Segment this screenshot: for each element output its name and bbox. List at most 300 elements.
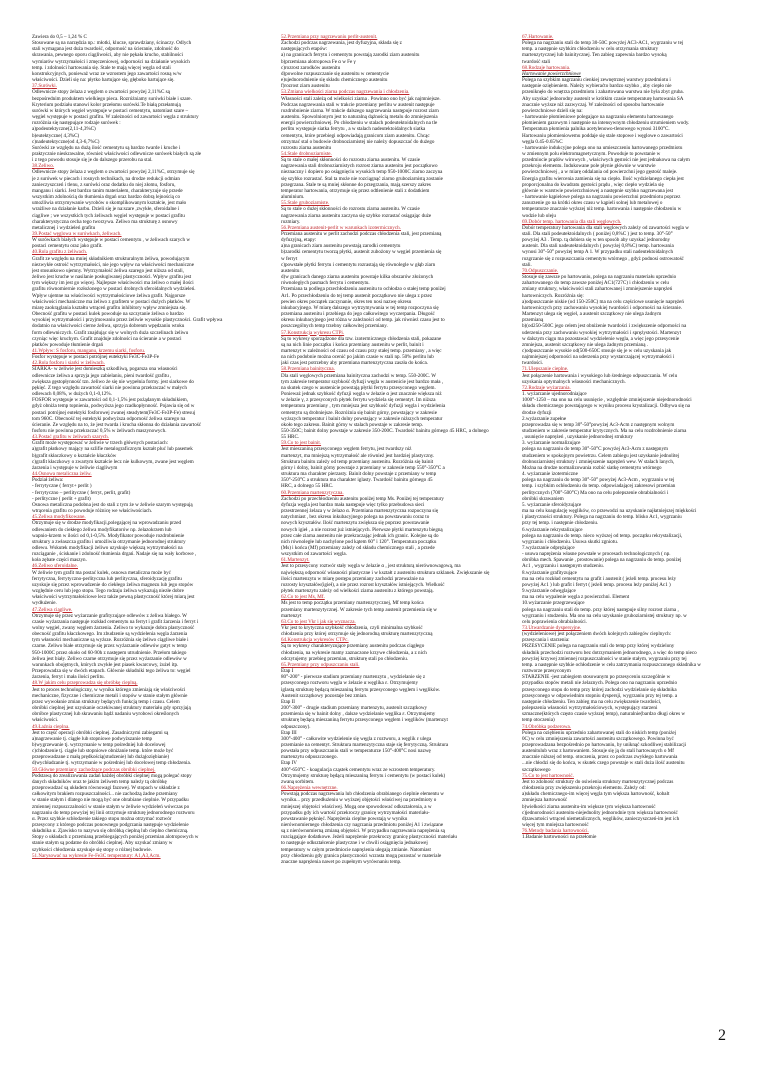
- text-line: Zachodzi po przechłodzeniu austenitu poniżej temp Ms. Poniżej tej temperatury: [281, 495, 444, 502]
- text-line: na nich podobnie można ocenić po jakim czasie w stali np. 50% perlitu lub: [281, 354, 434, 361]
- text-line: obróbka mech. Spawanie , prostowanie) polega na nagrzaniu do temp. poniżej: [522, 557, 682, 564]
- text-line: postaci potrójnej eutektyki fosforowej zwanej steadytem(Fe3C-Fe3P-Fe) stresuj: [32, 409, 196, 416]
- text-line: przemiany martenzytycznej. W zakresie tych temp austenit przemienia się w: [281, 606, 437, 613]
- section-heading: 40.Rola grafitu z żeliwach.: [32, 249, 88, 256]
- text-line: 8.wyżarzanie grafityzujące: [522, 569, 577, 576]
- text-line: Temperatura płomienia palnika acetylenowo-tlenowego wynosi 3100°C.: [522, 126, 670, 133]
- text-line: d)wychładzanie tj. wytrzymanie w pośredniej lub docelowej temp chłodzenia.: [32, 760, 191, 767]
- text-line: nagrzewania ziarna austenitu zaczyna się szybko rozrastać osiągając duże: [281, 212, 432, 219]
- text-line: wapnio-krzem w ilości od 0,1-0,5%. Modyfikator powoduje rozdrobnienie: [32, 532, 185, 539]
- text-line: wygrzaniu i chłodzeniu. Usuwa skutki zgniotu.: [522, 538, 619, 545]
- text-line: Aby uzyskać jednorodny austenit w krótkim czasie temperaturę hartowania SA: [522, 95, 684, 102]
- text-line: stali.: [522, 261, 532, 268]
- text-line: Energia grafitu wiercenia zamienia się na ciepło. Ilość wydzielanego ciepła jest: [522, 175, 684, 182]
- text-line: martenzytycznej lub bainitycznej. Ten zabieg zapewnia bardzo wysoką: [522, 52, 667, 59]
- text-line: odpuszczony).: [281, 723, 311, 730]
- text-line: 6.wyżarzanie rekrystalizujące: [522, 526, 583, 533]
- text-line: koła zębate części maszyn.: [32, 557, 87, 564]
- text-line: b)zarodki cementytu tworzą płytki, austenit zubożony w węgiel przemienia się: [281, 249, 442, 256]
- text-line: hartowniczych przy zachowaniu wysokiej twardości i odporności na ścieranie.: [522, 304, 682, 311]
- section-heading: 54.Stale drobnoziarniste.: [281, 150, 332, 157]
- text-line: zanieczyszczeń i tlenu, z surówki oraz dodatku do niej złomu, fosforu,: [32, 181, 176, 188]
- text-line: rozróżnia się następujące rodzaje surówek :: [32, 120, 121, 127]
- text-line: roztworze przesyconym: [522, 668, 571, 675]
- text-line: Etap II: [281, 698, 296, 705]
- text-line: umożliwia otrzymywanie wyrobów o skomplikowanym kształcie, jest mało: [32, 200, 187, 207]
- text-line: pewien okres początek zaczynanie, okres ten nosi nazwę okresu: [281, 298, 412, 305]
- section-heading: 42.Rola fosforu i siarki w żeliwach.: [32, 360, 105, 367]
- section-heading: 71.Ulepszanie cieplne.: [522, 366, 569, 373]
- text-line: Polega na oziębieniu uprzednio zahartowanej stali do niskich temp (poniżej: [522, 729, 677, 736]
- text-line: bezpośrednim produktem wielkiego pieca. Rozróżniamy surówki białe i szare.: [32, 95, 192, 102]
- text-line: to następuje odkształcenie plastyczne i w chwili osiągnięcia jednakowej: [281, 840, 428, 847]
- text-line: się szybko rozrastać. Stal ta może nie rozciągnąć ziarno gruboziarnistą zostanie: [281, 175, 443, 182]
- text-line: Podział żeliwa:: [32, 477, 64, 484]
- text-line: iglastą strukturę będącą mieszaniną ferrytu przesyconego węglem i węglików.: [281, 686, 441, 693]
- text-line: Są to wykresy charakteryzujące przemiany austenitu podczas ciągłego: [281, 643, 425, 650]
- text-line: są z nierównomierną zmianą objętości. W przypadku nagrzewania naprężenia są: [281, 828, 445, 835]
- text-line: 9.wyżarzanie odwęglające: [522, 588, 576, 595]
- text-line: 2.wyżarzanie zupełne: [522, 415, 567, 422]
- section-heading: 65.Przemiany przy odpuszczaniu stali.: [281, 661, 360, 668]
- text-line: składnika α. Zjawisko to nazywa się obróbką cieplną lub cieplno chemiczną.: [32, 828, 189, 835]
- text-line: przeprowadza się w temp 30°-50°powyżej Ac3-Acm z następnym wolnym: [522, 421, 675, 428]
- text-line: obróbki skrawaniem: [522, 495, 564, 502]
- text-line: przypadku gdy ich wartość przekroczy granicę wytrzymałości materiału-: [281, 809, 430, 816]
- text-line: 350°-250°C a struktura ma charakter iglasty. Twardość bainitu górnego 45: [281, 477, 433, 484]
- text-line: Przeprowadza się w dwóch etapach. Głównie składniki tego żeliwa to: węgiel: [32, 668, 191, 675]
- text-line: c)rozrost zarodków austenitu: [281, 64, 341, 71]
- text-line: Stosowane są na narzędzia np.: młotki, klucze, sprawdziany, ścinaczy. Odlych: [32, 40, 192, 47]
- text-line: przeprowadzać są układem równowagi fazowej. W stopach w układzie z: [32, 785, 180, 792]
- text-line: przemiana austenitu i przebiega do jego całkowitego wyczerpania. Długość: [281, 311, 435, 318]
- text-line: chłodzenia, na wykresie mamy zaznaczone krzywe chłodzenia, a z nich: [281, 649, 427, 656]
- section-heading: 66.Naprężenia wewnętrzne.: [281, 785, 338, 792]
- text-line: surówki w których węgiel występuje w postaci cementytu, natomiast szare –: [32, 107, 189, 114]
- text-line: warunkach obojętnych, których zwykłe jest piasek kwarcowy, żużel itp.: [32, 661, 179, 668]
- text-line: stanie stałym są podatne do obróbki cieplnej. Aby uzyskać zmiany w: [32, 840, 173, 847]
- text-line: Otrzymuje się przez wyżarzanie grafityzujące odlewów z żeliwa białego. W: [32, 612, 187, 619]
- text-line: cementytu, które przebiegi odpowiadają granicom ziarn austenitu. Chcąc: [281, 132, 430, 139]
- text-line: Polega na nagrzaniu stali do temp 30-50C powyżej AC3-AC1, wygrzaniu w tej: [522, 40, 684, 47]
- text-line: odlewaniem do ciekłego żeliwa modyfikatorów np. żelazokrzem lub: [32, 526, 172, 533]
- text-line: rozrostu ziarna austenitu: [281, 144, 332, 151]
- section-heading: 58.Przemiana bainityczna.: [281, 366, 335, 373]
- text-line: całkowitym brakiem rozpuszczalności... nie zachodzą żadne przemiany: [32, 791, 178, 798]
- text-line: przemianą: [522, 317, 544, 324]
- text-line: przesyconego roztworu węgla w żelazie α węglika ε. Otrzymujemy: [281, 680, 419, 687]
- text-line: właściwości.: [32, 717, 59, 724]
- text-line: Jest to proces technologiczny, w wyniku którego zmieniają się właściwości: [32, 686, 186, 693]
- text-line: b)wielkości ziarna austenitu-im większe tym większa hartowność: [522, 803, 656, 810]
- section-heading: 51.Narysować na wykresie Fe-Fe3C temperatury: A1,A3,Acm.: [32, 852, 161, 859]
- text-line: natychmiast , bez okresu inkubacyjnego polega na powstawaniu coraz to: [281, 514, 430, 521]
- text-line: temp. i szybkim ochłodzeniu do temp. odpowiadającej zakresowi przemian: [522, 483, 676, 490]
- text-line: Struktura bainitu zależy od temp przemiany austenitu. Rozróżnia się bainit: [281, 458, 434, 465]
- text-line: najmniejszej odporności na uderzenia przy wystarczającej wytrzymałości i: [522, 354, 675, 361]
- text-line: Można na drodze normalizowania rozbić siatkę cementytu wtórnego: [522, 464, 662, 471]
- text-line: Zawiera do 0,5 – 1,24 % C: [32, 34, 87, 40]
- text-line: szczątkowego: [522, 766, 551, 773]
- text-line: a)odpuszczanie niskie (od 150-250C) ma na celu częściowe usunięcie naprężeń: [522, 298, 684, 305]
- text-line: d)w granicach danego ziarna austenitu powstaje kilka obszarów złożonych: [281, 274, 434, 281]
- text-line: Kryterium podziału stanowi kolor przełomu surówki.Te białą przełamują: [32, 101, 181, 108]
- section-heading: 37.Surówki.: [32, 83, 57, 90]
- text-line: Austenit szczątkowy pozostaje bez zmian.: [281, 692, 368, 699]
- text-line: poszczególnych temp trzebny całkowitej przemiany.: [281, 323, 388, 330]
- text-line: temp. i zdolności hartowania się. Stale te mają więcej węgla od stali: [32, 64, 171, 71]
- text-line: f)rozrost ziarn austenitu: [281, 83, 330, 90]
- text-line: studzeniem w spokojnym powietrzu. Celem zabiegu jest uzyskanie jednolitej: [522, 452, 680, 459]
- text-line: postaci cementytu oraz jako grafit.: [32, 243, 103, 250]
- text-line: Są to stale o dużej skłonności do rozrostu ziarna austenitu. W czasie: [281, 206, 420, 213]
- text-line: Ponieważ jednak szybkość dyfuzji węgla w żelazie α jest znacznie większa niż: [281, 391, 442, 398]
- text-line: nowych igieł , a nie rozrost już istniejących. Pierwsze płytki martenzytu biegną: [281, 526, 443, 533]
- section-heading: 41.Wpływ: S fosforu, manganu, krzemu siarki, fosforu.: [32, 347, 146, 354]
- text-line: a) na granicach ferrytu i cementytu powstają zarodki ziarn austenitu: [281, 52, 420, 59]
- text-line: węgiel występuje w postaci grafitu. W zależności od zawartości węgla z struktury: [32, 114, 199, 121]
- text-line: Otrzymujemy strukturę będącą mieszaniną ferrytu i cementytu (w postaci kulek): [281, 772, 446, 779]
- section-heading: 39.Postać węglowa w surówkach, żeliwach.: [32, 231, 122, 237]
- text-line: Stopy o układach z przemianą przebiegających poniżej przemian alotropowych w: [32, 834, 199, 841]
- text-line: Etap IV: [281, 760, 297, 767]
- text-line: szmaczne(których często czasie wyższej temp), naturalnie(bardzo długi okres w: [522, 711, 686, 718]
- text-line: niezwykłe ostrość wytrzymałości, nie jego wpływ na właściwości mechaniczne: [32, 261, 194, 268]
- text-line: c)odpuszczanie wysokie od(500-650C stosuje się je w celu uzyskania jak: [522, 347, 672, 354]
- text-line: ścieranie. Ze względu na to, że jest twarda i krucha skłonna do działania zawartość: [32, 421, 202, 428]
- text-line: przy tej temp. i następnie chłodzeniu.: [522, 520, 599, 527]
- text-line: SIARKA- w żeliwie jest domieszką szkodliwą, pogarsza ona własności: [32, 366, 178, 373]
- text-line: w stanie stałym i dlatego nie mogą być one obrabiane cieplnie. W przypadku: [32, 797, 189, 804]
- text-line: (wydzieleniowe) jest połączeniem dwóch kolejnych zabiegów cieplnych:: [522, 631, 672, 638]
- text-line: znacznie wyższe niż zazwyczaj. W zależności od sposobu hartowanie: [522, 101, 664, 108]
- text-line: wyniku... przy przedłużeniu w wyższej objętości właściwej na przedmioty o: [281, 797, 437, 804]
- text-line: form odlewniczych. Grafit znajdując się w wolnych duża szczelinach żeliwu: [32, 329, 189, 336]
- text-line: przemienia się w bainit dolny , dalsze wydzielanie węglika ε. Otrzymujemy: [281, 711, 436, 718]
- text-line: c)nadeutektyczne(od 4,3-6,7%C): [32, 138, 100, 145]
- text-line: c)grafit kłaczkowy o zwartym kształcie lecz nie kulkowym, zwane jest węglem: [32, 458, 194, 465]
- text-line: perlitycznych (700°-500°C) Ma ono na celu polepszenie obrabialności i: [522, 489, 669, 496]
- text-line: nagrzaniu do temp powyżej tej linii otrzymuje strukturę jednorodnego roztworu: [32, 809, 195, 816]
- text-line: odlewach 0,08%, w dużych 0,1-0,12%.: [32, 391, 112, 398]
- section-heading: 57.Konstrukcja wykresu CTPi.: [281, 329, 345, 336]
- section-heading: 62.Co to jest Ms, Mf.: [281, 594, 325, 601]
- text-line: austenitu: [281, 267, 300, 274]
- text-line: hartowniczych. Rozróżnia się:: [522, 292, 584, 299]
- text-line: a)grafit płatkowy mający na szlifie metalograficznym kształt pluć lub pasemek: [32, 446, 193, 453]
- text-line: w dalszym ciągu ma pozostawać wydzielenie węgla, a więc jego przesycenie: [522, 335, 680, 342]
- text-line: charakterystyczna cecha tego tworzywa. Żeliwo ma strukturę z osnowy: [32, 218, 178, 225]
- text-line: przesycania i starzenia:: [522, 637, 570, 644]
- text-column-left: [32, 34, 266, 1044]
- text-line: Grafit ze względu na mniej składnikiem strukturalnym żeliwa, powodującym: [32, 255, 190, 262]
- text-line: ciągliwe ; we wszystkich tych żeliwach węgiel występuje w postaci grafitu: [32, 212, 185, 219]
- text-line: a)na granicach ziarn austenitu powstają zarodki cementytu: [281, 243, 401, 250]
- text-line: stali. Dla stali podeutektoidalnych ( poniżej 0,8%C ) jest to temp. 30°-50°: [522, 231, 673, 237]
- text-line: manganu i siarki. Jest bardzo tanim materiałem, charakteryzuje się przede: [32, 187, 183, 194]
- text-line: Jest to przesycony roztwór stały węgla w żelazie α , jest strukturą nierównowagową, ma: [281, 563, 461, 570]
- text-column-right: [522, 34, 744, 1044]
- text-line: Podstawą do zrealizowania zadań każdej obróbki cieplnej mogą polegać stopy: [32, 772, 192, 779]
- text-line: czasie wyżarzania następuje rozkład cementytu na ferryt i grafit żarzenia i ferryt i: [32, 618, 199, 625]
- text-line: W żeliwie tym grafit ma postać kulek, osnowa metaliczna może być: [32, 569, 171, 576]
- text-line: składnik przechodzi roztworu bez dotrzymaniem jednorodnego, a więc do temp nieco: [522, 649, 697, 656]
- text-line: płatków powoduje tłumienie drgań: [32, 341, 104, 348]
- text-line: polega na nagrzaniu do temp. nieco wyższej od temp. początku rekrystalizacji,: [522, 532, 683, 539]
- section-heading: 68.Rodzaje hartowania.: [522, 64, 571, 71]
- text-line: uzyskuje się przez wprowadzenie do ciekłego żeliwa magnezu lub jego stopów: [32, 581, 194, 588]
- text-line: powierzchniowej , a w miarę oddalania od powierzchni jego gęstość maleje.: [522, 169, 678, 176]
- text-line: znacznie niższej od temp. otoczenia, przez co podczas zwykłego hartowania: [522, 754, 678, 761]
- text-line: i plastyczności struktury. Polega na nagrzaniu do temp. blisko Ac1, wygrzaniu: [522, 514, 682, 521]
- text-line: W surówkach białych występuje w postaci cementytu , w żeliwach szarych w: [32, 237, 191, 244]
- section-heading: 73.Utwardzanie dyspersyjne.: [522, 625, 582, 631]
- text-line: austenitulub wraz z hartowaniem. Stosuje się ją do stali hartowanych o Mf: [522, 748, 674, 755]
- text-line: fosforu nie powinna przekraczać 0,5% w żeliwach maszynowych.: [32, 428, 167, 434]
- section-heading: 61.Martenzyt.: [281, 557, 310, 564]
- text-line: a)podeutektyczne(2,11-4,3%C): [32, 126, 96, 133]
- text-line: 55 HRC.: [281, 434, 300, 441]
- text-line: Otrzymuje się w drodze modyfikacji,polegającej na wprowadzaniu przed: [32, 520, 182, 527]
- section-heading: 48.W jakim celu przeprowadza się obróbkę cieplną.: [32, 680, 138, 687]
- text-line: temp otoczenia): [522, 717, 555, 724]
- text-line: konstrukcyjnych, ponieważ wraz ze wzrostem jego zawartości rosną w/w: [32, 70, 182, 77]
- text-line: d)powolne rozpuszczanie się austenitu w cementycie: [281, 70, 389, 77]
- text-line: 10.wyżarzanie przegrzewające: [522, 600, 585, 607]
- section-heading: 47.Żeliwa ciągliwe.: [32, 606, 73, 613]
- text-line: przypadku stopów metali nie żelaznych. Polega ono na nagrzaniu uprzednio: [522, 680, 678, 687]
- text-line: - hartowanie indukcyjne polega ono na umieszczeniu hartowanego przedmiotu: [522, 144, 683, 151]
- text-line: Dla stali węglowych przemiana bainityczna zachodzi w temp. 550-200C. W: [281, 372, 437, 379]
- text-line: ma na celu koagulację węglików, co przewodzi na uzyskanie najłatniejszej miękkości: [522, 508, 697, 515]
- text-line: właściwości. Dzieli się na: płytko hartujące się, głęboko hartujące się.: [32, 77, 175, 84]
- text-line: powyżej Ac1 ) lub grafit i ferryt ( jeżeli temp. procesu leży poniżej Ac1 ): [522, 581, 671, 588]
- text-line: obróbki cieplnej jest uzyskanie oczekiwanej struktury materiału gdy sprzyjają: [32, 705, 191, 712]
- text-line: przesyconego stopu do temp przy której zachodzi wydzielanie się składnika: [522, 686, 677, 693]
- text-line: odczytujemy przebieg przemian, strukturę stali po chłodzeniu.: [281, 655, 409, 662]
- text-line: więcej tym mniejsza hartowność: [522, 822, 589, 828]
- text-line: 80°-200° - pierwsze stadium przemiany martenzytu , wydzielanie się z: [281, 674, 426, 681]
- text-line: tom 960C. Obecność tej eutektyki podwyższa odporność żeliwa szarego na: [32, 415, 186, 422]
- text-line: polepszenia własności wytrzymałościowych, występujący starzeni: [522, 705, 658, 712]
- text-line: b)wygrzewanie tj. wytrzymanie w temp pośredniej lub docelowej: [32, 741, 166, 748]
- text-line: dyfuzja węgla jest bardzo mała następuje więc tylko przebudowa sieci: [281, 501, 425, 508]
- text-line: są na nich linie początku i końca przemiany austenitu w perlit, bainit i: [281, 341, 424, 348]
- text-line: Etap I: [281, 668, 294, 675]
- section-heading: 74.Obróbka podzerowa.: [522, 723, 572, 730]
- text-line: uderzenia przy zachowaniu wysokiej wytrzymałości i sprężystości. Martenzyt: [522, 329, 681, 336]
- text-line: grafitu równomiernie rozłożonego w postaci drobnych sferoidalnych wydzieleń.: [32, 286, 196, 293]
- section-heading: 52.Przemiana przy nagrzewaniu perlit-austenit.: [281, 34, 378, 40]
- text-line: zwaną sorbitem.: [281, 778, 315, 785]
- section-heading: 75.Co to jest hartowność.: [522, 772, 574, 779]
- text-line: a)nagrzewanie tj. ciągłe lub stopniowe podwyższanie temp: [32, 735, 153, 742]
- text-line: żeliwa jest biały. Żeliwo czarne otrzymuje się przez wyżarzanie odlewów w: [32, 655, 187, 662]
- text-line: największą odporność własności plastyczne i w kształt z austenitu struktura szklanek. Zwiększanie się: [281, 569, 490, 576]
- text-line: w zmiennym polu elektromagnetycznym. Powoduje to powstanie w: [522, 150, 661, 157]
- text-line: znaczne naprężenia nawet po zupełnym wyrównaniu temp.: [281, 858, 402, 865]
- text-line: 1000°-1250 – ma ono na celu usunięcie , względnie zmniejszenie niejednorodności: [522, 397, 692, 404]
- text-line: mechaniczne, fizyczne i chemiczne metali i stopów w stanie stałym głównie: [32, 692, 188, 699]
- text-line: Ms jest to temp początku przemiany martenzytycznej, Mf temp końca: [281, 600, 424, 607]
- text-line: b)grafit skłaczkowy o kształcie kłaczków: [32, 452, 117, 459]
- text-line: c)powstałe płytki ferrytu i cementytu rozrastają się równolegle w głąb ziarn: [281, 261, 436, 268]
- text-line: danych składników oraz te jakim żeliwem temp należy tą obróbkę: [32, 778, 167, 785]
- text-line: Zachodzi podczas nagrzewania, jest dyfuzyjna, składa się z: [281, 40, 402, 47]
- text-line: Wpływ ujemne na właściwości wytrzymałościowe żeliwa grafit. Najgorsze: [32, 292, 186, 299]
- text-line: e)ujednorodnienie się składu chemicznego austenitu: [281, 77, 388, 84]
- text-line: wodzie lub oleju: [522, 212, 556, 219]
- text-line: b)przemiana alotropowa Fe α w Fe γ: [281, 58, 356, 65]
- text-line: właściwości wytrzymałościowe lecz także pewną plastyczność której miarą jest: [32, 594, 195, 601]
- text-line: 4. wyżarzanie izotermiczne: [522, 471, 578, 478]
- text-line: - ferrytyczne ( ferryt+ perlit ): [32, 483, 92, 490]
- text-line: Stosuje się zawsze po hartowaniu, polega na nagrzaniu materiału uprzednio: [522, 274, 677, 281]
- text-line: Jest to część operacji obróbki cieplnej. Zasadniczymi zabiegami są: [32, 729, 169, 736]
- text-line: chłodzenia przy której otrzymuje się jednorodną strukturę martenzytyczną: [281, 631, 433, 638]
- text-line: zahartowanego do temp zawsze poniżej AC1(727C) i chłodzeniu w celu: [522, 280, 669, 287]
- text-line: , usunięcie naprężeń , uzyskanie jednorodnej struktury: [522, 434, 633, 441]
- text-line: wolny węgiel, zwany węglem żarzenia. Żeliwo to wykazuje dobra plastyczność: [32, 625, 195, 631]
- text-line: inkubacyjnego. W miarę dalszego wytrzymywania w tej temp rozpoczyna się: [281, 304, 439, 311]
- text-line: rozgrzanie się z rozpuszczania cementytu wtórnego , gdyż podnosi ostrowatość: [522, 255, 684, 262]
- text-line: głównie w warstwie powierzchniowej a następnie szybko nagrzewana jest: [522, 187, 674, 194]
- text-line: otrzymać stal o budowie drobnoziarnistej nie należy dopuszczać do dużego: [281, 138, 435, 145]
- text-line: nagrzewania stali drobnoziarnistych rozrost ziarna austenitu jest początkowo: [281, 163, 438, 170]
- text-line: obecność grafitu kłaczkowego. Im zbudzenie są wydzielenia węgla żarzenia: [32, 631, 188, 638]
- text-line: skrawania, pewnego oporu ciągliwości, aby nie pękała krucho, stabilności: [32, 52, 183, 59]
- text-line: odlewnicze żeliwa a sprzyja jego zabielaniu, pieni twardość grafitu ,: [32, 372, 172, 379]
- text-line: 3. wyżarzanie normalizujące: [522, 440, 581, 447]
- text-line: b)eutektyczne( 4,3%C): [32, 132, 80, 139]
- text-line: miarę zaokrąglania kształtu wtrąceń grafitu inhibitory wpływ zmniejsza się.: [32, 304, 187, 311]
- text-line: żarzenia, ferryt i mała ilości perlitu.: [32, 674, 105, 681]
- section-heading: 60.Przemiana martenzytyczna.: [281, 489, 344, 496]
- text-line: Jest mieszaniną przesyconego węglem ferrytu, jest twardszy niż: [281, 446, 412, 453]
- text-line: wyższych temperatur i bainit dolny powstający w zakresie niższych temperatur: [281, 415, 443, 422]
- text-line: Vkr jest to krytyczna szybkość chłodzenia, czyli minimalna szybkość: [281, 625, 423, 631]
- section-heading: 46.Żeliwo sferoidalne.: [32, 563, 78, 570]
- text-line: i z tego powodu stosuje się je do dalszego przerobu na stal.: [32, 157, 153, 164]
- text-line: wymiarów wytrzymałości i zmęczeniowej, odporności na działanie wysokich: [32, 58, 190, 65]
- text-line: d)zawartości wtrąceń niemetalicznych, węglików, zanieczyszczeń-im jest ich: [522, 815, 680, 822]
- section-heading: 43.Postać grafitu w żeliwach szarych.: [32, 434, 109, 441]
- text-line: b)(od250-500C jego celem jest obniżenie twardości i zwiększenie odporności na: [522, 323, 687, 330]
- text-line: nich równoległe lub nachylone pod kątem 60° i 120°. Temperatura początku: [281, 538, 437, 545]
- text-line: struktury a zwłaszcza grafitu i umożliwia otrzymanie jednorodnej struktury: [32, 538, 186, 545]
- text-line: martenzytu odpuszczonego.: [281, 754, 338, 761]
- section-heading: 44.Osnowa metaliczna żeliw.: [32, 471, 92, 478]
- text-line: 5. wyżarzanie sferoidyzujące: [522, 501, 582, 508]
- text-line: mniejszej objętości właściwej. Mogą one spowodować odkształcenia, a w: [281, 803, 432, 810]
- text-line: żeliwo jest kruche w nasilanie posługiwanej plastyczności. Wpływ grafitu jest: [32, 274, 192, 281]
- text-line: temperatur hartowania, otrzymuje się przez odtlenienie stali z dodatkiem: [281, 187, 430, 194]
- text-line: drodze dyfuzji: [522, 409, 552, 416]
- text-line: wysokiej wytrzymałości i przyjmowaniu przez żeliwie wysokie plastyczności. Grafit wpływa: [32, 317, 223, 324]
- text-line: Ar1. Po przechłodzeniu do tej temp austenit początkowo nie ulega z przez: [281, 292, 433, 299]
- text-line: czyniąc więc kruchym. Grafit znajduje zdolności na ścieranie a w postaci: [32, 335, 182, 342]
- text-line: tym własności mechaniczne są wyższe. Rozróżnia się żeliwo ciągliwe białe i: [32, 637, 189, 644]
- subsection-heading: Hartowanie powierzchniowe: [522, 70, 581, 77]
- text-line: okresu inkubacyjnego jest różna w zależności od temp. jak również czasu jest to: [281, 317, 445, 324]
- text-line: Jest to zdolność struktury do osiwienia struktury martenzytycznej podczas: [522, 778, 674, 785]
- text-line: Dobór temperatury hartowania dla stali węglowych zależy od zawartości węgla w: [522, 224, 689, 231]
- text-line: żarzenia i występuje w żeliwie ciągliwym: [32, 464, 118, 471]
- text-line: twardość stali: [522, 58, 551, 65]
- text-line: przesyconego w odpowiednim stopniu dyspersji, wygrzaniu przy tej temp. a: [522, 692, 678, 699]
- section-heading: 64.Konstrukcja wykresów CTPc.: [281, 637, 349, 644]
- text-line: zmniejsza, austenit szczątkowy nie ulega żadnym przemianą .: [522, 341, 649, 348]
- text-line: cementytu są drobniejsze. Rozróżnia się bainit górny, powstający w zakresie: [281, 409, 437, 416]
- text-line: Są to wykresy sporządzone dla tzw. izotermicznego chłodzenia stali, pokazane: [281, 335, 442, 342]
- text-line: gdyż obniża temp topnienia, podwyższa jego rzadkopłynność. Pojawia się od w: [32, 403, 195, 410]
- text-line: górny i dolny, bainit górny powstaje z przemiany w zakresie temp 550°-350°C a: [281, 464, 445, 471]
- text-line: powierzchniowe dzieli się na:: [522, 107, 583, 114]
- text-line: Grafit może występować w żeliwie w trzech głównych postaciach:: [32, 440, 169, 447]
- text-line: Jest połączenie hartowania i wysokiego lub średniego odpuszczania. W celu: [522, 372, 678, 379]
- text-line: przy chłodzeniu gdy granica plastyczności wzrasta mogą pozostać w materiale: [281, 852, 442, 859]
- section-heading: 55.Stale gruboziarniste.: [281, 200, 330, 207]
- text-line: Obecność grafitu w postaci kulek powoduje na szczytanie żeliwa o bardzo: [32, 311, 184, 318]
- text-line: 400°-650°C - koagulacja cząstek cementytu wraz ze wzrostem temperatury.: [281, 766, 436, 773]
- text-line: wrażliwe na działanie karbu. Dzieli się je na:szare ,zwykłe, sferoidalne i: [32, 206, 180, 213]
- text-line: ferrytyczna, ferrytyczno-perlityczna lub perlityczna, sferoidyzację grafitu: [32, 575, 182, 582]
- text-line: 300°-400° - całkowite wydzielenie się węgla z roztworu, a węglik ε ulega: [281, 735, 432, 742]
- text-line: 200°-300° - drugie stadium przemiany martenzytu, austenit szczątkowy: [281, 705, 428, 712]
- text-line: przestrzennej żelaza γ w żelazo α. Przemiana martenzytyczna rozpoczyna się: [281, 508, 439, 515]
- text-line: Przemiana austenitu w perlit zachodzi podczas chłodzenia stali, jest przemianą: [281, 231, 442, 237]
- text-line: dodatnio na właściwości cierne żeliwa, sprzyja dobrenm wpędzaniu wtoku: [32, 323, 185, 330]
- text-line: tym zakresie temperatur szybkość dyfuzji węgla w austenicie jest bardzo mała ,: [281, 378, 444, 385]
- text-line: Surówki ze względu na dużą ilość cementytu są bardzo twarde i kruche i: [32, 144, 181, 151]
- text-line: temperatury w całym przedmiocie naprężenia ulegają zmianie. Natomiast: [281, 846, 431, 853]
- text-line: - ferrytyczno – perlityczne ( ferryt, perlit, grafit): [32, 489, 131, 496]
- text-line: FOSFOR występuje w zawartości od 0,1-1,5% jest pożądanym składnikiem,: [32, 397, 189, 404]
- section-heading: 56.Przemiana austenit-perlit w warunkach izotermicznych.: [281, 224, 401, 231]
- text-line: aluminium.: [281, 194, 305, 201]
- text-line: następnie chłodzeniu. Ten zabieg ma na celu zwiększenie twardości,: [522, 698, 662, 705]
- text-line: wydłużenie.: [32, 600, 57, 607]
- text-line: wszystkim zdolnością do tłumienia drgań oraz bardzo dobrą lejnością co: [32, 194, 181, 201]
- text-line: przegrzana. Stale te są mniej skłonne do przegrzania, mają szerszy zakres: [281, 181, 431, 188]
- text-line: temp. a następnie szybkim chłodzeniu w celu otrzymania struktury: [522, 46, 659, 53]
- text-line: celu poprawienia obrabialności.: [522, 618, 587, 625]
- text-line: 1.Badanie hartowności na przełomie: [522, 834, 597, 841]
- text-line: tym większy im jest go więcej. Najlepsze właściwości ma żeliwo o małej ilości: [32, 280, 194, 287]
- text-line: przeprowadzane z małą prędkością(studzenie) lub dużą(oziębianie): [32, 754, 170, 761]
- text-line: wszystkim od zawartości węgla.: [281, 551, 347, 558]
- text-line: twardości.: [522, 360, 544, 367]
- text-line: rozrosty kryształów(igieł), a nie przez rozrost kryształów istniejących. Wielkość: [281, 581, 445, 588]
- text-line: zmiany struktury, właściwości stali zahartowanej i zmniejszenie naprężeń: [522, 286, 673, 293]
- text-line: martenzyt: [281, 612, 302, 619]
- text-line: składu chemicznego powstającego w wyniku procesu krystalizacji. Odbywa się na: [522, 403, 691, 410]
- text-line: rozciąganie , ściskanie i zdolność tłumienia drgań. Nadaje się na wały korbowe ,: [32, 551, 197, 558]
- text-line: rozciągające dodatkowe. Jeżeli naprężenie przekroczy granicę plastyczności materiału: [281, 834, 457, 841]
- section-heading: 63.Co to jest Vkr i jak się wyznacza.: [281, 618, 356, 625]
- text-line: polega na nagrzaniu stali do temp. przy której następuje silny rozrost ziarna ,: [522, 606, 679, 613]
- text-line: nierównomiernego chłodzenia czy nagrzania przedmiotu poniżej A1 i związane: [281, 822, 444, 828]
- text-line: równoległych pasmach ferrytu i cementytu.: [281, 280, 370, 287]
- text-line: odlewu. Wskutek modyfikacji żeliwo uzyskuje większą wytrzymałości na: [32, 544, 183, 551]
- text-line: ...nie chłodzi się do końca, w skutek czego powstaje w stali duża ilość austenitu: [522, 760, 685, 767]
- text-line: Odlewnicze stopy żelaza z węglem o zwartości powyżej 2,11%C, otrzymuje się: [32, 169, 195, 176]
- text-line: przeniknęło do wnętrza przedmiotu i zahartowana warstwa nie była zbyt gruba.: [522, 89, 684, 96]
- text-line: Podczas nagrzewania stali w trakcie przemiany perlitu w austenit następuje: [281, 101, 435, 108]
- text-line: 950-1000C przez około od 60-90h z następem utrudnienie. Przełom takiego: [32, 649, 187, 656]
- text-line: je z surówek w piecach i rosnych technikach, na drodze redukcji odmian: [32, 175, 180, 182]
- text-line: temperaturze znacznie wyższej niż temp. hartowania i następnie chłodzeniu w: [522, 206, 682, 213]
